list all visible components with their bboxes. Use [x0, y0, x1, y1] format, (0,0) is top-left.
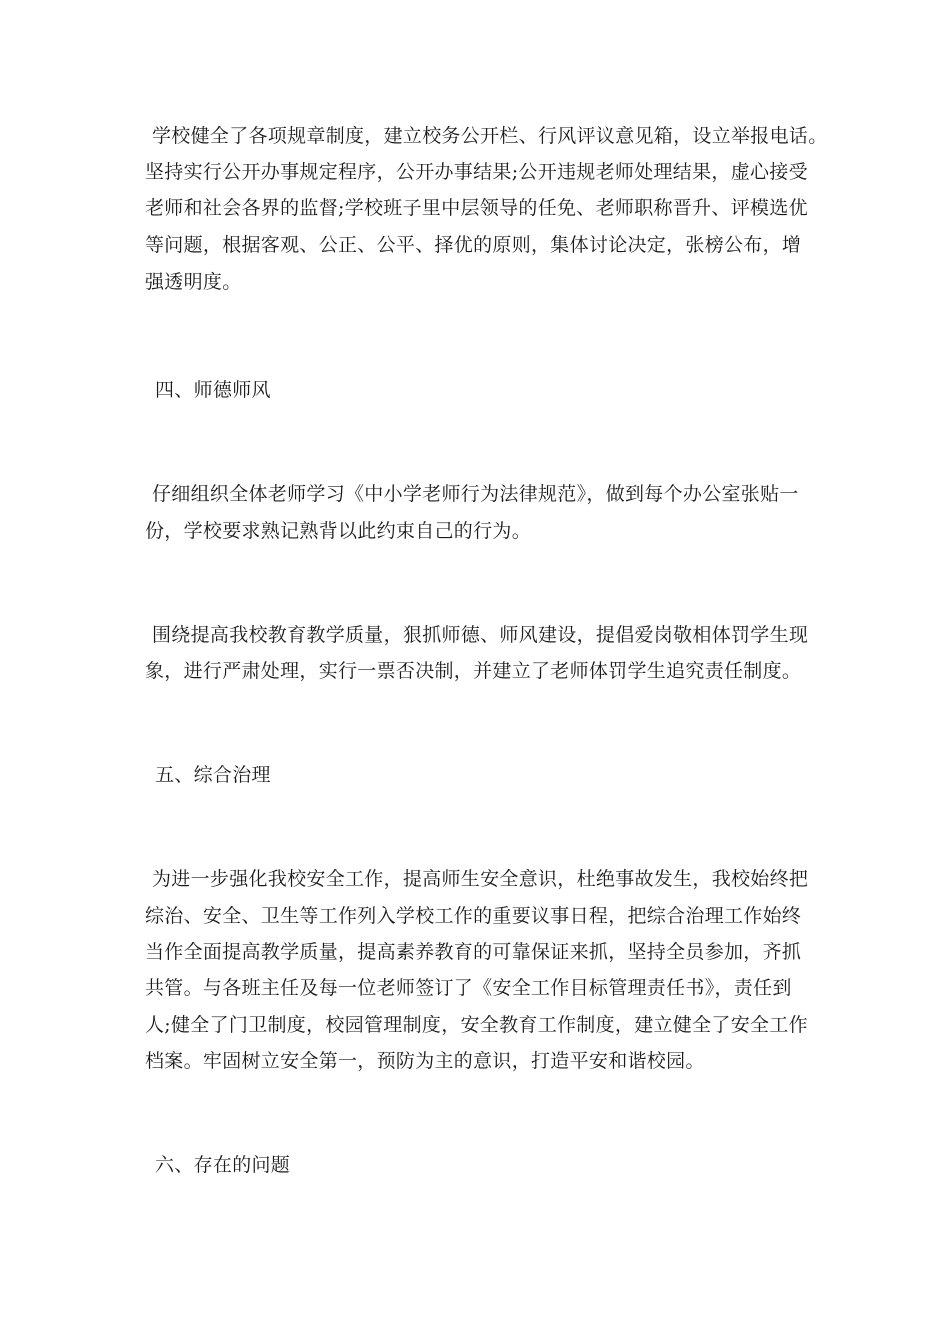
paragraph-line: 份，学校要求熟记熟背以此约束自己的行为。	[145, 520, 532, 542]
paragraph-line: 围绕提高我校教育教学质量，狠抓师德、师风建设，提倡爱岗敬相体罚学生现	[152, 624, 809, 646]
section-heading-6: 六、存在的问题	[155, 1154, 291, 1176]
paragraph-line: 象，进行严肃处理，实行一票否决制，并建立了老师体罚学生追究责任制度。	[145, 660, 802, 682]
paragraph-line: 坚持实行公开办事规定程序，公开办事结果;公开违规老师处理结果，虚心接受	[145, 161, 808, 183]
paragraph-line: 档案。牢固树立安全第一，预防为主的意识，打造平安和谐校园。	[145, 1050, 705, 1072]
paragraph-line: 共管。与各班主任及每一位老师签订了《安全工作目标管理责任书》，责任到	[145, 977, 792, 999]
paragraph-line: 老师和社会各界的监督;学校班子里中层领导的任免、老师职称晋升、评模选优	[145, 197, 808, 219]
paragraph-line: 当作全面提高教学质量，提高素养教育的可靠保证来抓，坚持全员参加，齐抓	[145, 941, 802, 963]
paragraph-line: 人;健全了门卫制度，校园管理制度，安全教育工作制度，建立健全了安全工作	[145, 1014, 808, 1036]
paragraph-line: 综治、安全、卫生等工作列入学校工作的重要议事日程，把综合治理工作始终	[145, 905, 802, 927]
paragraph-line: 学校健全了各项规章制度，建立校务公开栏、行风评议意见箱，设立举报电话。	[152, 125, 828, 147]
section-heading-5: 五、综合治理	[155, 764, 271, 786]
paragraph-line: 等问题，根据客观、公正、公平、择优的原则，集体讨论决定，张榜公布，增	[145, 234, 802, 256]
paragraph-line: 仔细组织全体老师学习《中小学老师行为法律规范》，做到每个办公室张贴一	[152, 483, 799, 505]
paragraph-line: 为进一步强化我校安全工作，提高师生安全意识，杜绝事故发生，我校始终把	[152, 868, 809, 890]
paragraph-line: 强透明度。	[145, 271, 242, 293]
section-heading-4: 四、师德师风	[155, 379, 271, 401]
